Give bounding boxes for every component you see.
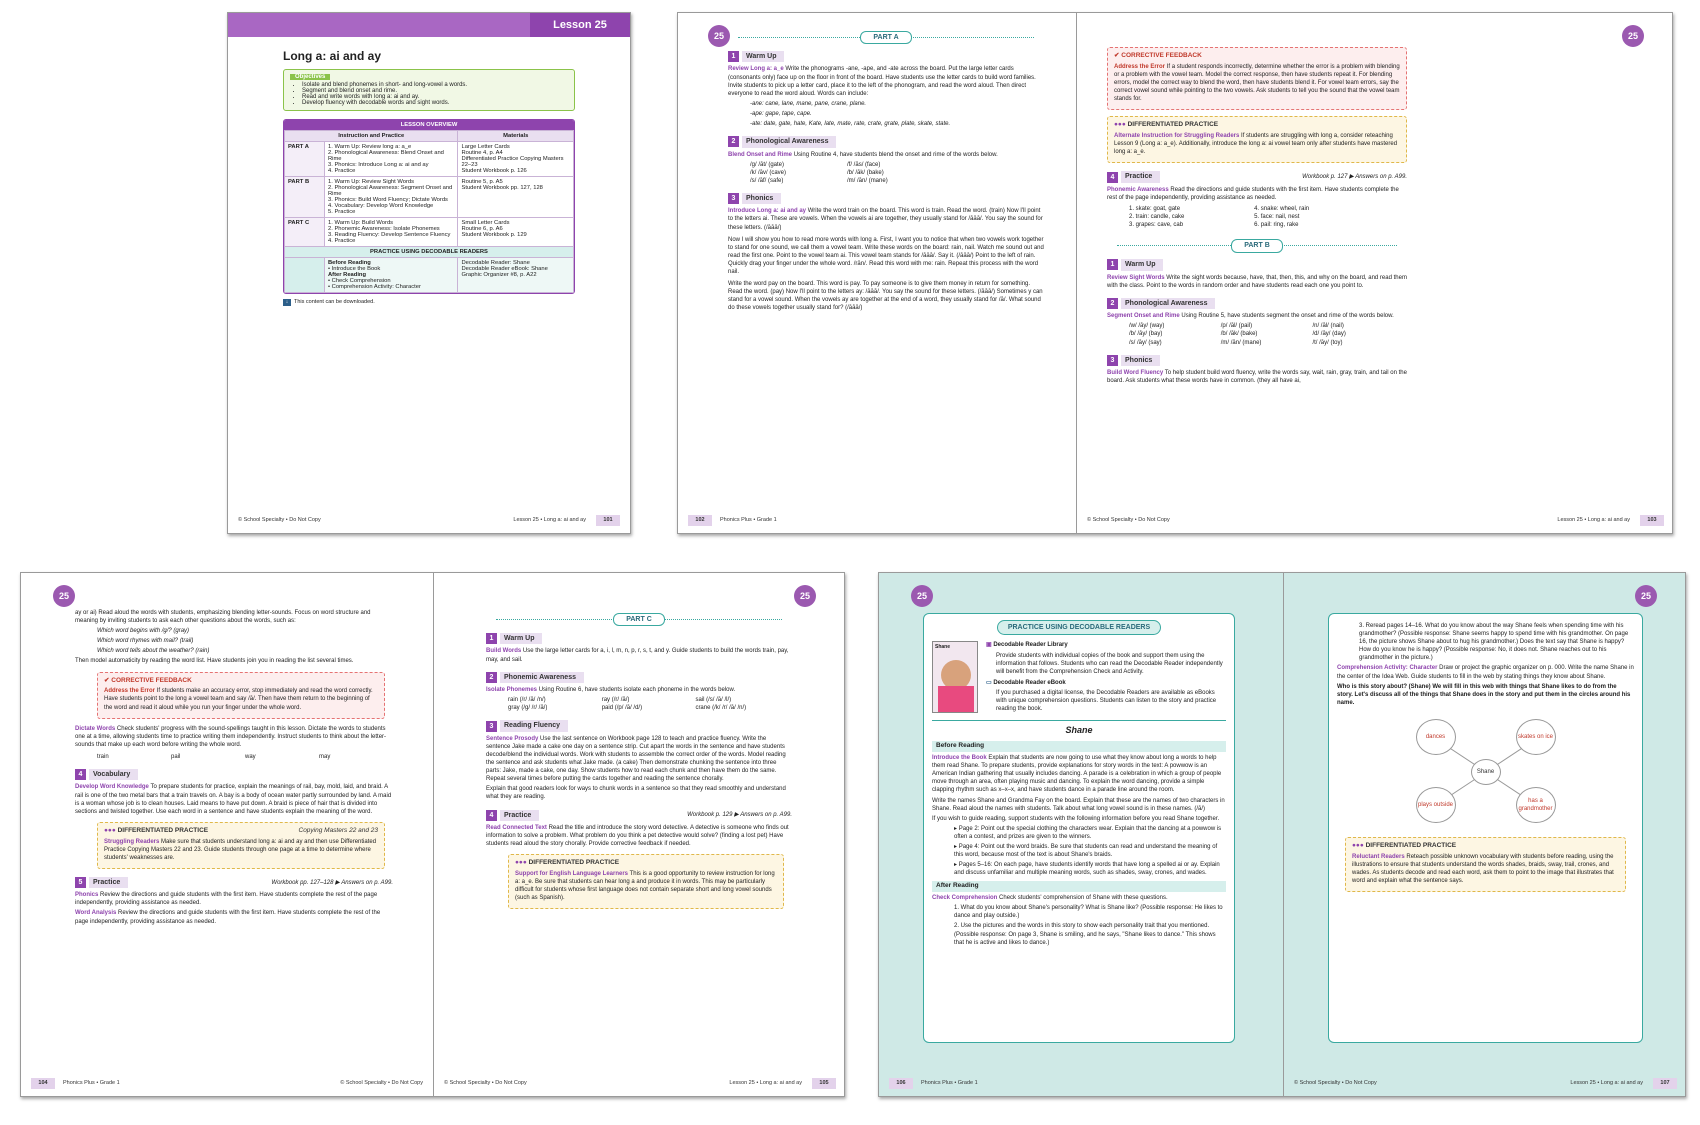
footer-lesson: Lesson 25 • Long a: ai and ay [1557,517,1630,523]
bullet: ▸ Page 4: Point out the word braids. Be sure that students can read and understand the meaning of this word, because most of the text is about Shane's braids. [954,844,1218,859]
workbook-ref: Workbook p. 127 ▶ Answers on p. A99. [1302,173,1407,180]
word: /n/ /āl/ (nail) [1312,323,1344,330]
lead-in: Comprehension Activity: Character [1337,665,1438,672]
spread-104-105 [20,572,845,1097]
page-number: 105 [812,1078,836,1089]
section-warm-up: 1 Warm Up [1107,259,1407,270]
check-icon: ✔ [1114,52,1120,59]
workbook-ref: Workbook p. 129 ▶ Answers on p. A99. [687,812,792,819]
body-text: Using Routine 6, have students isolate each phoneme in the words below. [538,687,736,694]
objectives-box [283,69,575,111]
body-text: This is a good opportunity to review instruction for long a: a_e. Be sure that students can hear long a and produce it in words. This may be particularly difficult for students whose first language does not contain separate short and long vowel sounds (such as Spanish). [515,871,775,902]
section-phonological-awareness: 2 Phonological Awareness [728,136,1044,147]
question: Which word tells about the weather? (rain) [97,648,210,655]
material-item: Student Workbook p. 129 [461,232,527,238]
section-title: Practice [500,810,539,821]
lead-in: Isolate Phonemes [486,687,538,694]
section-title: Phonological Awareness [742,136,836,147]
people-icon: ●●● [1352,841,1364,849]
section-phonemic-awareness: 2 Phonemic Awareness [486,672,792,683]
material-item: Decodable Reader: Shane [461,260,530,266]
book-cover [932,641,978,713]
page-102 [678,13,1076,533]
word: /f/ /ās/ (face) [847,161,881,168]
page-104 [21,573,433,1096]
box-heading: CORRECTIVE FEEDBACK [1121,52,1202,59]
body-text: Check students' comprehension of Shane with these questions. [999,895,1168,902]
word: /b/ /āk/ (bake) [847,169,884,176]
differentiated-practice-box [508,854,784,909]
word: /t/ /āy/ (toy) [1312,339,1343,346]
footer-lesson: Lesson 25 • Long a: ai and ay [729,1080,802,1086]
lead-in: Address the Error [1114,63,1166,70]
overview-item: 4. Practice [328,168,356,174]
page-number: 106 [889,1078,913,1089]
objective-item: • Segment and blend onset and rime. [302,88,568,94]
web-node: dances [1416,719,1456,755]
bullet-text: Page 4: Point out the word braids. Be sure that students can read and understand the meaning of this word, because most of the text is about Shane's braids. [954,844,1218,859]
word: crane (/k/ /r/ /ā/ /n/) [695,705,747,712]
lead-in: Check Comprehension [932,895,998,902]
body-text: Using Routine 4, have students blend the onset and rime of the words below. [793,151,998,158]
question: Which word rhymes with mail? (trail) [97,638,194,645]
book-icon: ▣ [986,642,992,649]
spread-106-107 [878,572,1686,1097]
body-text: Draw or project the graphic organizer on p. 000. Write the name Shane in the center of the Idea Web. Guide students to fill in the web by stating things they know about Shane. [1337,665,1634,680]
decodable-item: Before Reading [328,260,371,266]
people-icon: ●●● [104,826,116,834]
section-title: Warm Up [500,633,542,644]
paragraph: Now I will show you how to read more words with long a. First, I want you to notice that when two vowels work together to stand for one sound, we call them a vowel team. Write these words on the board: rain, nail. Watch me sound out and read the first one. Point to the vowel team ai. This vowel team stands for /āāā/. Say it. (/āāā/) Point to the left of rain. Quickly drag your finger under the whole word. /rān/. Read this word with me: rain. Repeat this process with the word nail. [728,236,1044,275]
book-cover-title: Shane [935,644,951,651]
question: 2. Use the pictures and the words in this story to show each personality trait that you mentioned. (Possible response: On page 3, Shane is smiling, and he says, "Shane likes to dance." This shows that he is active and likes to dance.) [954,923,1216,946]
box-heading: DIFFERENTIATED PRACTICE [528,859,620,867]
word: /m/ /ān/ (mane) [1220,339,1262,346]
objective-item: • Develop fluency with decodable words and sight words. [302,100,568,106]
paragraph: If you wish to guide reading, support students with the following information before you read Shane together. [932,815,1220,822]
subheading: Decodable Reader eBook [993,679,1066,686]
body-text: If students make an accuracy error, stop immediately and read the word correctly. Have students point to the long a vowel team and say /ā/. Then have them return to the beginning of the word and read it aloud while you run your finger under the whole word. [104,688,373,711]
material-item: Routine 6, p. A6 [461,226,503,232]
lesson-badge: 25 [708,25,730,47]
lead-in: Phonemic Awareness [1107,186,1169,193]
word: /s/ /āy/ (say) [1129,339,1162,346]
objective-item: • Read and write words with long a: ai and ay. [302,94,568,100]
body-text: If you purchased a digital license, the Decodable Readers are available as eBooks with unique comprehension questions. Students can listen to the story and practice reading the book. [996,689,1217,713]
overview-item: 2. Phonemic Awareness: Isolate Phonemes [328,226,440,232]
objective-item: • Isolate and blend phonemes in short- and long-vowel a words. [302,82,568,88]
word-list: -ape: gape, tape, cape. [750,110,812,117]
lesson-badge: 25 [1622,25,1644,47]
decodable-readers-box-continued [1328,613,1643,1043]
lead-in: Sentence Prosody [486,735,539,742]
web-node: skates on ice [1516,719,1556,755]
word: may [319,753,331,760]
word: /p/ /āl/ (pail) [1220,323,1253,330]
story-title: Shane [932,720,1226,736]
page-105 [434,573,845,1096]
body-text: To help student build word fluency, write the words say, wait, rain, gray, train, and tail on the board. Ask students what these words have in common. (they all have ai, [1107,370,1407,385]
check-icon: ✔ [104,676,110,684]
body-text: Write the word train on the board. This word is train. Read the word. (train) Now I'll point to the letters ai. These are vowels. When the vowels ai are together, they usually stand for /āāā/. You say the sound for these letters. (/āāā/) [728,208,1043,231]
footer-lesson: Lesson 25 • Long a: ai and ay [1570,1080,1643,1086]
material-item: Decodable Reader eBook: Shane [461,266,548,272]
lead-in: Phonics [75,892,99,899]
section-practice: 4 Practice Workbook p. 127 ▶ Answers on p. A99. [1107,171,1407,182]
paragraph [728,207,1044,231]
download-icon: ↓ [283,299,291,306]
question: 1. What do you know about Shane's personality? What is Shane like? (Possible response: He likes to dance and play outside.) [954,905,1223,920]
body-text: If students are struggling with long a, consider reteaching Lesson 9 (Long a: a_e). Additionally, introduce the long a: ai vowel team only after students have mastered long a: a_e. [1114,133,1398,156]
after-reading-heading: After Reading [932,881,1226,892]
bullet-text: Pages 5–16: On each page, have students identify words that have long a spelled ai or ay. Explain and discuss unfamiliar and multiple meaning words, such as shades, sway, crones, and wades. [954,862,1220,877]
question: 3. Reread pages 14–16. What do you know about the way Shane feels when spending time with his grandmother? (Possible response: Shane seems happy to spend time with his grandmother. On page 16, the picture shows Shane about to hug his grandmother.) Does the text say that Shane is happy? How do you know he is happy? (Possible response: No, it does not. Shane reaches out to his grandmother in the picture.) [1359,623,1629,662]
page-number: 102 [688,515,712,526]
decodable-item: • Comprehension Activity: Character [328,284,421,290]
paragraph: Write the names Shane and Grandma Fay on the board. Explain that these are the names of two characters in Shane. Read aloud the names with students. Talk about what long vowel sound is in these names. (/ā/) [932,797,1225,812]
footer-lesson: Lesson 25 • Long a: ai and ay [513,517,586,523]
part-label: PART B [285,177,325,218]
section-title: Phonological Awareness [1121,298,1215,309]
material-item: Student Workbook p. 126 [461,168,527,174]
part-c-header [496,613,782,625]
section-warm-up: 1 Warm Up [728,51,1044,62]
word: /b/ /āy/ (bay) [1129,331,1163,338]
material-item: Graphic Organizer #8, p. A22 [461,272,537,278]
word: gray (/g/ /r/ /ā/) [508,705,548,712]
section-phonics: 3 Phonics [728,193,1044,204]
answer: 1. skate: goat, gate [1129,205,1181,212]
overview-item: 3. Reading Fluency: Develop Sentence Fluency [328,232,451,238]
overview-item: 4. Vocabulary: Develop Word Knowledge [328,203,434,209]
monitor-icon: ▭ [986,679,992,686]
section-practice: 5 Practice Workbook pp. 127–128 ▶ Answers on p. A99. [75,877,393,888]
page-number: 103 [1640,515,1664,526]
section-title: Practice [89,877,128,888]
spread-102-103 [677,12,1673,534]
lesson-badge: 25 [53,585,75,607]
web-node: plays outside [1416,787,1456,823]
corrective-feedback-box [97,672,385,719]
col-header: Instruction and Practice [285,131,458,142]
section-title: Phonemic Awareness [500,672,584,683]
part-a-header [738,31,1034,43]
page-footer: © School Specialty • Do Not Copy Lesson 25 • Long a: ai and ay 105 [444,1078,836,1090]
section-phonological-awareness: 2 Phonological Awareness [1107,298,1407,309]
body-text: Make sure that students understand long a: ai and ay and then use Differentiated Practice Copying Masters 22 and 23. Guide students through one page at a time to determine where students' weaknesses are. [104,838,377,861]
page-103 [1077,13,1673,533]
paragraph [728,151,1044,159]
people-icon: ●●● [515,859,527,867]
download-text: This content can be downloaded. [294,299,375,305]
box-heading: DIFFERENTIATED PRACTICE [117,826,209,834]
body-text: Read the title and introduce the story word detective. A detective is someone who finds out information to solve a problem. What problem do you think a pet detective would solve? (finding a lost pet) Have students read aloud the story chorally. Provide corrective feedback if needed. [486,824,789,848]
word: /d/ /āy/ (day) [1312,331,1346,338]
body-text: To prepare students for practice, explain the meanings of rail, bay, mold, laid, and braid. A rail is one of the two metal bars that a train travels on. A bay is a body of ocean water partly surrounded by land. A maid is a woman whose job is to clean houses. Laid means to have put down. A braid is piece of hair that is divided into sections and twisted together. Use each word in a sentence and have students explain the meaning of the word. [75,784,392,815]
decodable-item: • Introduce the Book [328,266,381,272]
lead-in: Segment Onset and Rime [1107,313,1180,320]
body-text: Reteach possible unknown vocabulary with students before reading, using the illustrations to ensure that students understand the words shades, braids, sway, trail, crones, and wades. As students decode and read each word, ask them to point to the image that illustrates that word and explain what the sentence says. [1352,853,1614,884]
body-text: Check students' progress with the sound-spellings taught in this lesson. Dictate the words to students one at a time, allowing students time to practice writing them independently. Instruct students to think about the letter-sounds that make up each word before writing the whole word. [75,725,387,748]
subheading: Decodable Reader Library [993,642,1068,649]
page-footer [688,515,1066,527]
corrective-feedback-box [1107,47,1407,110]
section-title: Phonics [1121,355,1160,366]
part-label: PART C [613,613,665,626]
page-number: 101 [596,515,620,526]
body-text: Review the directions and guide students with the first item. Have students complete the rest of the page independently, providing assistance as needed. [75,910,381,925]
lead-in: Dictate Words [75,725,116,732]
box-heading: CORRECTIVE FEEDBACK [111,676,192,684]
decodable-readers-box [923,613,1235,1043]
decodable-label: PRACTICE USING DECODABLE READERS [285,247,574,258]
lead-in: Introduce the Book [932,755,987,762]
overview-item: 2. Phonological Awareness: Segment Onset and Rime [328,185,453,197]
download-note [283,299,575,306]
dictation-words [75,753,393,761]
body-text: Explain that students are now going to use what they know about long a words to help them read Shane. To prepare students, provide explanations for story words in the text: A powwow is an American Indian gathering that usually includes dancing. A parade is a celebration in which a group of people move through an area, often playing music and dancing. To explain the word dancing, provide a simple clapping rhythm such as x–x–x, and have students dance in a parade line around the room. [932,755,1222,794]
overview-item: 1. Warm Up: Review Sight Words [328,179,415,185]
page-footer [889,1078,1273,1090]
material-item: Routine 5, p. A5 [461,179,503,185]
footer-copyright: © School Specialty • Do Not Copy [340,1080,423,1086]
paragraph: Write the word pay on the board. This word is pay. To pay someone is to give them money in return for something. Read the word. (pay) Now I'll point to the letters ay: /āāā/. You say the sound for these letters. (/āāā/) Sometimes y can stand for a vowel sound. When the vowels ay are together at the end of a word, they usually stand for /ā/. What sound do these vowels together usually stand for? (/āāā/) [728,281,1043,312]
page-footer [238,515,620,527]
word: rain (/r/ /ā/ /n/) [508,697,546,704]
section-title: Warm Up [742,51,784,62]
paragraph: Explain that good readers look for ways to chunk words in a sentence so that they read smoothly and understand what they are reading. [486,786,786,801]
section-title: Phonics [742,193,781,204]
body-text: Read the directions and guide students with the first item. Have students complete the rest of the page independently, providing assistance as needed. [1107,186,1399,201]
material-item: Large Letter Cards [461,144,510,150]
word-list: -ane: cane, lane, mane, pane, crane, plane. [750,100,867,107]
word: /k/ /āv/ (cave) [750,169,787,176]
web-center: Shane [1471,759,1501,785]
section-title: Practice [1121,171,1160,182]
answer: 2. train: candle, cake [1129,214,1185,220]
lead-in: Build Word Fluency [1107,370,1164,377]
word: sail (/s/ /ā/ /l/) [695,697,732,704]
lesson-overview-table [283,119,575,294]
lesson-badge: 25 [911,585,933,607]
answer-grid [1107,205,1407,229]
material-item: Student Workbook pp. 127, 128 [461,185,543,191]
body-text: If a student responds incorrectly, determine whether the error is a problem with blending or a problem with the vowel team. Model the correct response, then have students repeat it. For blending errors, model the correct way to blend the word, then have students blend it. For vowel team errors, say the correct vowel sound while pointing to the two vowels. Ask students to tell you the sound that the vowel team stands for. [1114,63,1400,103]
overview-item: 3. Phonics: Introduce Long a: ai and ay [328,162,429,168]
overview-item: 4. Practice [328,238,356,244]
body-text: Use the last sentence on Workbook page 128 to teach and practice fluency. Write the sentence Jake made a cake one day on a sentence strip. Cut apart the words in the sentence and have students decode/blend the individual words. Work with students to assemble the correct order of the words. Model reading the sentence and ask students what Jake made. (a cake) Then demonstrate chunking the sentence into three parts: Jake, made a cake, one day. Show students how to read each chunk and then have them do the same. Repeat several times before putting the cards together and reading the sentence chorally. [486,735,786,783]
page-107 [1284,573,1686,1096]
page-number: 107 [1653,1078,1677,1089]
paragraph: Then model automaticity by reading the word list. Have students join you in reading the list several times. [75,658,354,665]
overview-item: 1. Warm Up: Build Words [328,220,394,226]
differentiated-practice-box [1345,837,1626,892]
body-text: Use the large letter cards for a, i, l, m, n, p, r, s, t, and y. Guide students to build the words train, pay, may, and sail. [486,648,789,663]
lead-in: Word Analysis [75,910,117,917]
lesson-badge: 25 [794,585,816,607]
page-106 [879,573,1283,1096]
word-list: -ate: date, gate, hate, Kate, late, mate, rate, crate, grate, plate, skate, state. [750,121,951,127]
overview-item: 3. Phonics: Build Word Fluency; Dictate Words [328,197,448,203]
section-phonics: 3 Phonics [1107,355,1407,366]
word-grid [1107,322,1407,346]
lead-in: Build Words [486,648,522,655]
bullet: ▸ Pages 5–16: On each page, have students identify words that have long a spelled ai or ay. Explain and discuss unfamiliar and multiple meaning words, such as shades, sway, crones, and wades. [954,862,1220,877]
page-footer [1087,515,1664,527]
word: train [97,753,109,760]
word: way [245,753,256,760]
lesson-title: Long a: ai and ay [283,49,382,63]
bullet-text: Page 2: Point out the special clothing the characters wear. Explain that the dancing at a powwow is often a contest, and prizes are given to the winners. [954,825,1222,840]
lead-in: Struggling Readers [104,838,160,845]
overview-item: 1. Warm Up: Review long a: a_e [328,144,412,150]
word: paid (/p/ /ā/ /d/) [601,705,643,712]
web-node: has a grandmother [1516,787,1556,823]
lead-in: Review Long a: a_e [728,66,784,73]
answer: 5. face: nail, nest [1254,214,1300,220]
word-grid [728,161,1044,185]
people-icon: ●●● [1114,121,1126,129]
differentiated-practice-box [1107,116,1407,163]
body-text: Write the phonograms -ane, -ape, and -ate across the board. Put the large letter cards (consonants only) face up on the floor in front of the board. Have students use the letter cards to build word families. Invite students to pick up a letter card, place it to the left of the phonogram, and read the word aloud. Then direct everyone to read the word aloud. Words can include: [728,66,1036,97]
footer-title: Phonics Plus • Grade 1 [720,517,777,523]
lead-in: Introduce Long a: ai and ay [728,208,807,215]
page-number: 104 [31,1078,55,1089]
paragraph: ay or ai) Read aloud the words with students, emphasizing blending letter-sounds. Focus on word structure and meaning by inviting students to ask each other questions about the words, such as: [75,610,371,625]
word: /w/ /āy/ (way) [1129,323,1165,330]
box-heading: DIFFERENTIATED PRACTICE [1127,121,1219,129]
bullet: ▸ Page 2: Point out the special clothing the characters wear. Explain that the dancing at a powwow is often a contest, and prizes are given to the winners. [954,825,1222,840]
word-grid [486,696,792,712]
overview-item: 5. Practice [328,209,356,215]
lead-in: Alternate Instruction for Struggling Readers [1114,133,1240,139]
lesson-tab: Lesson 25 [530,13,630,37]
box-heading: PRACTICE USING DECODABLE READERS [997,620,1161,635]
differentiated-practice-box [97,822,385,869]
lead-in: Review Sight Words [1107,274,1165,281]
lead-in: Address the Error [104,688,156,695]
workbook-ref: Workbook pp. 127–128 ▶ Answers on p. A99. [271,879,393,886]
part-label: PART B [1231,239,1283,252]
question: Which word begins with /g/? (gray) [97,628,190,635]
paragraph: Who is this story about? (Shane) We will fill in this web with things that Shane likes to do from the story. Let's discuss all of the things that Shane does in the story and put them in the circles around his name. [1337,683,1631,706]
idea-web [1401,717,1571,827]
word: /b/ /āk/ (bake) [1220,331,1258,338]
page-footer [31,1078,423,1090]
word: ray (/r/ /ā/) [601,697,630,704]
footer-title: Phonics Plus • Grade 1 [63,1080,120,1086]
lesson-badge: 25 [1635,585,1657,607]
material-item: Small Letter Cards [461,220,510,226]
part-label: PART A [285,142,325,177]
page-101 [227,12,631,534]
footer-copyright: © School Specialty • Do Not Copy [1087,517,1170,523]
lead-in: Blend Onset and Rime [728,151,793,158]
word: /m/ /ān/ (mane) [847,177,888,184]
section-reading-fluency: 3 Reading Fluency [486,720,792,731]
footer-title: Phonics Plus • Grade 1 [921,1080,978,1086]
section-practice: 4 Practice Workbook p. 129 ▶ Answers on p. A99. [486,810,792,821]
section-title: Warm Up [1121,259,1163,270]
answer: 6. pail: ring, rake [1254,222,1299,229]
section-vocabulary: 4 Vocabulary [75,769,393,780]
part-b-header [1117,239,1397,251]
part-label: PART C [285,218,325,247]
copying-masters-ref: Copying Masters 22 and 23 [298,826,378,834]
word: /g/ /āt/ (gate) [750,161,785,168]
before-reading-heading: Before Reading [932,741,1226,752]
section-title: Vocabulary [89,769,138,780]
material-item: Differentiated Practice Copying Masters 22–23 [461,156,564,168]
footer-copyright: © School Specialty • Do Not Copy [238,517,321,523]
body-text: Write the sight words because, have, that, then, this, and why on the board, and read them with the class. Point to the words in random order and have students read each one you point to. [1107,274,1407,289]
objectives-label: Objectives [290,74,330,80]
page-footer [1294,1078,1677,1090]
lead-in: Develop Word Knowledge [75,784,149,791]
body-text: Using Routine 5, have students segment the onset and rime of the words below. [1181,313,1394,320]
section-warm-up: 1 Warm Up [486,633,792,644]
decodable-item: • Check Comprehension [328,278,391,284]
lead-in: Reluctant Readers [1352,853,1405,860]
overview-title: LESSON OVERVIEW [284,120,574,130]
lead-in: Support for English Language Learners [515,871,629,878]
section-title: Reading Fluency [500,720,568,731]
col-header: Materials [458,131,574,142]
part-label: PART A [860,31,911,44]
word: /s/ /āf/ (safe) [750,177,784,184]
material-item: Routine 4, p. A4 [461,150,503,156]
box-heading: DIFFERENTIATED PRACTICE [1365,841,1457,849]
decodable-item: After Reading [328,272,367,278]
answer: 3. grapes: cave, cab [1129,222,1184,229]
overview-item: 2. Phonological Awareness: Blend Onset and Rime [328,150,444,162]
paragraph [728,65,1044,97]
lead-in: Read Connected Text [486,824,547,831]
answer: 4. snake: wheel, rain [1254,205,1310,212]
body-text: Review the directions and guide students with the first item. Have students complete the rest of the page independently, providing assistance as needed. [75,892,378,907]
footer-copyright: © School Specialty • Do Not Copy [1294,1080,1377,1086]
body-text: Provide students with individual copies of the book and support them using the information that follows. Students who can read the Decodable Reader independently will benefit from the Comprehension Check and Activity. [996,652,1223,675]
word: pail [171,753,181,760]
